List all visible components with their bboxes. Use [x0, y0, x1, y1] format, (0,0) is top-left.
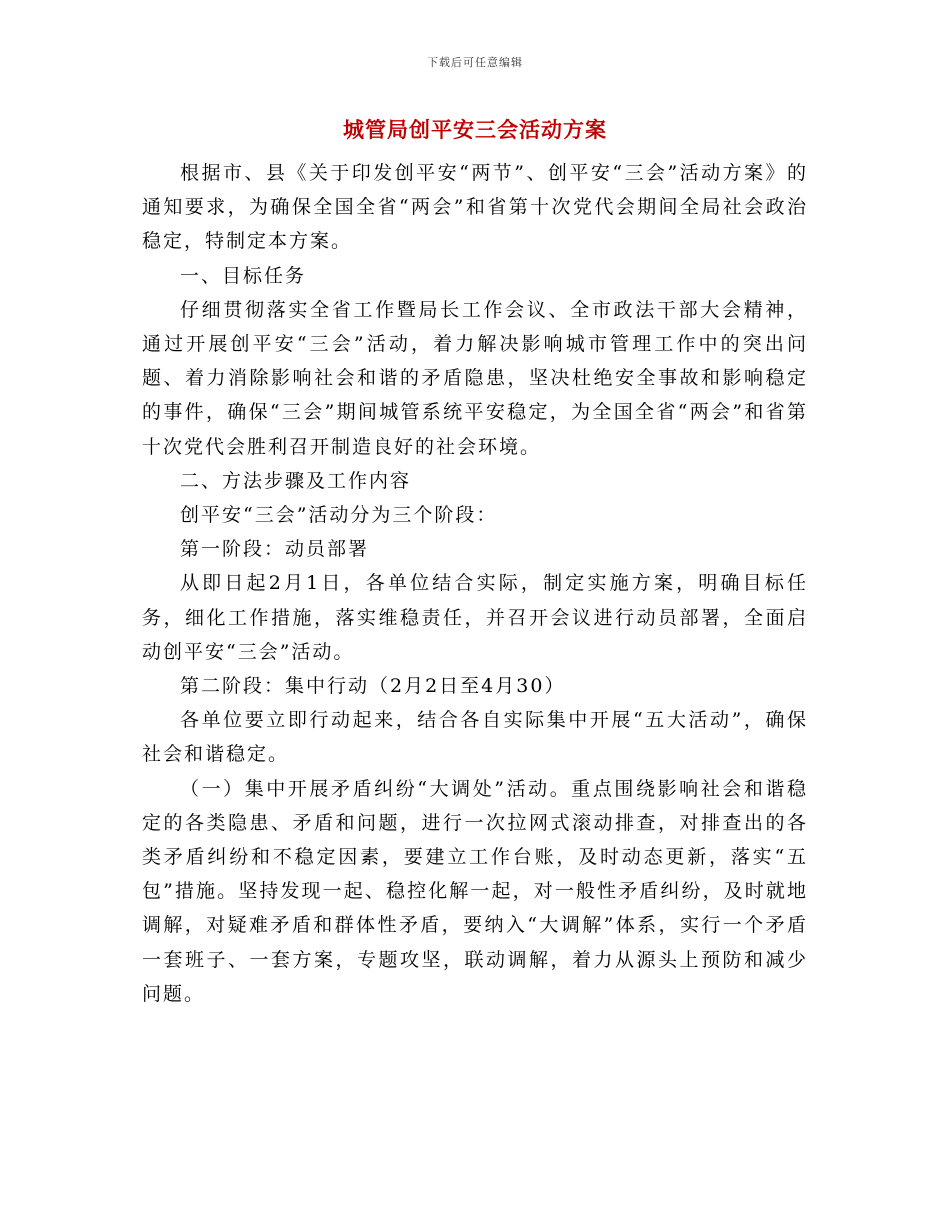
document-title: 城管局创平安三会活动方案	[343, 118, 607, 142]
paragraph-stages-intro: 创平安“三会”活动分为三个阶段：	[180, 504, 498, 527]
stage-one-heading: 第一阶段：动员部署	[180, 538, 370, 561]
document-body	[142, 156, 808, 1011]
header-note: 下载后可任意编辑	[427, 56, 523, 69]
paragraph-activity-one: （一）集中开展矛盾纠纷“大调处”活动。重点围绕影响社会和谐稳定的各类隐患、矛盾和问题，进行一次拉网式滚动排查，对排查出的各类矛盾纠纷和不稳定因素，要建立工作台账，及时动态更新，落实“五包”措施。坚持发现一起、稳控化解一起，对一般性矛盾纠纷，及时就地调解，对疑难矛盾和群体性矛盾，要纳入“大调解”体系，实行一个矛盾一套班子、一套方案，专题攻坚，联动调解，着力从源头上预防和减少问题。	[142, 777, 808, 1005]
paragraph-goals: 仔细贯彻落实全省工作暨局长工作会议、全市政法干部大会精神，通过开展创平安“三会”活动，着力解决影响城市管理工作中的突出问题、着力消除影响社会和谐的矛盾隐患，坚决杜绝安全事故和影响稳定的事件，确保“三会”期间城管系统平安稳定，为全国全省“两会”和省第十次党代会胜利召开制造良好的社会环境。	[142, 298, 808, 458]
section-heading-goals: 一、目标任务	[180, 264, 307, 287]
stage-two-heading: 第二阶段：集中行动（2月2日至4月30）	[180, 675, 566, 698]
paragraph-stage-two: 各单位要立即行动起来，结合各自实际集中开展“五大活动”，确保社会和谐稳定。	[142, 709, 808, 766]
paragraph-stage-one: 从即日起2月1日，各单位结合实际，制定实施方案，明确目标任务，细化工作措施，落实维稳责任，并召开会议进行动员部署，全面启动创平安“三会”活动。	[142, 572, 808, 663]
section-heading-methods: 二、方法步骤及工作内容	[180, 469, 412, 492]
paragraph-intro: 根据市、县《关于印发创平安“两节”、创平安“三会”活动方案》的通知要求，为确保全国全省“两会”和省第十次党代会期间全局社会政治稳定，特制定本方案。	[142, 162, 808, 253]
